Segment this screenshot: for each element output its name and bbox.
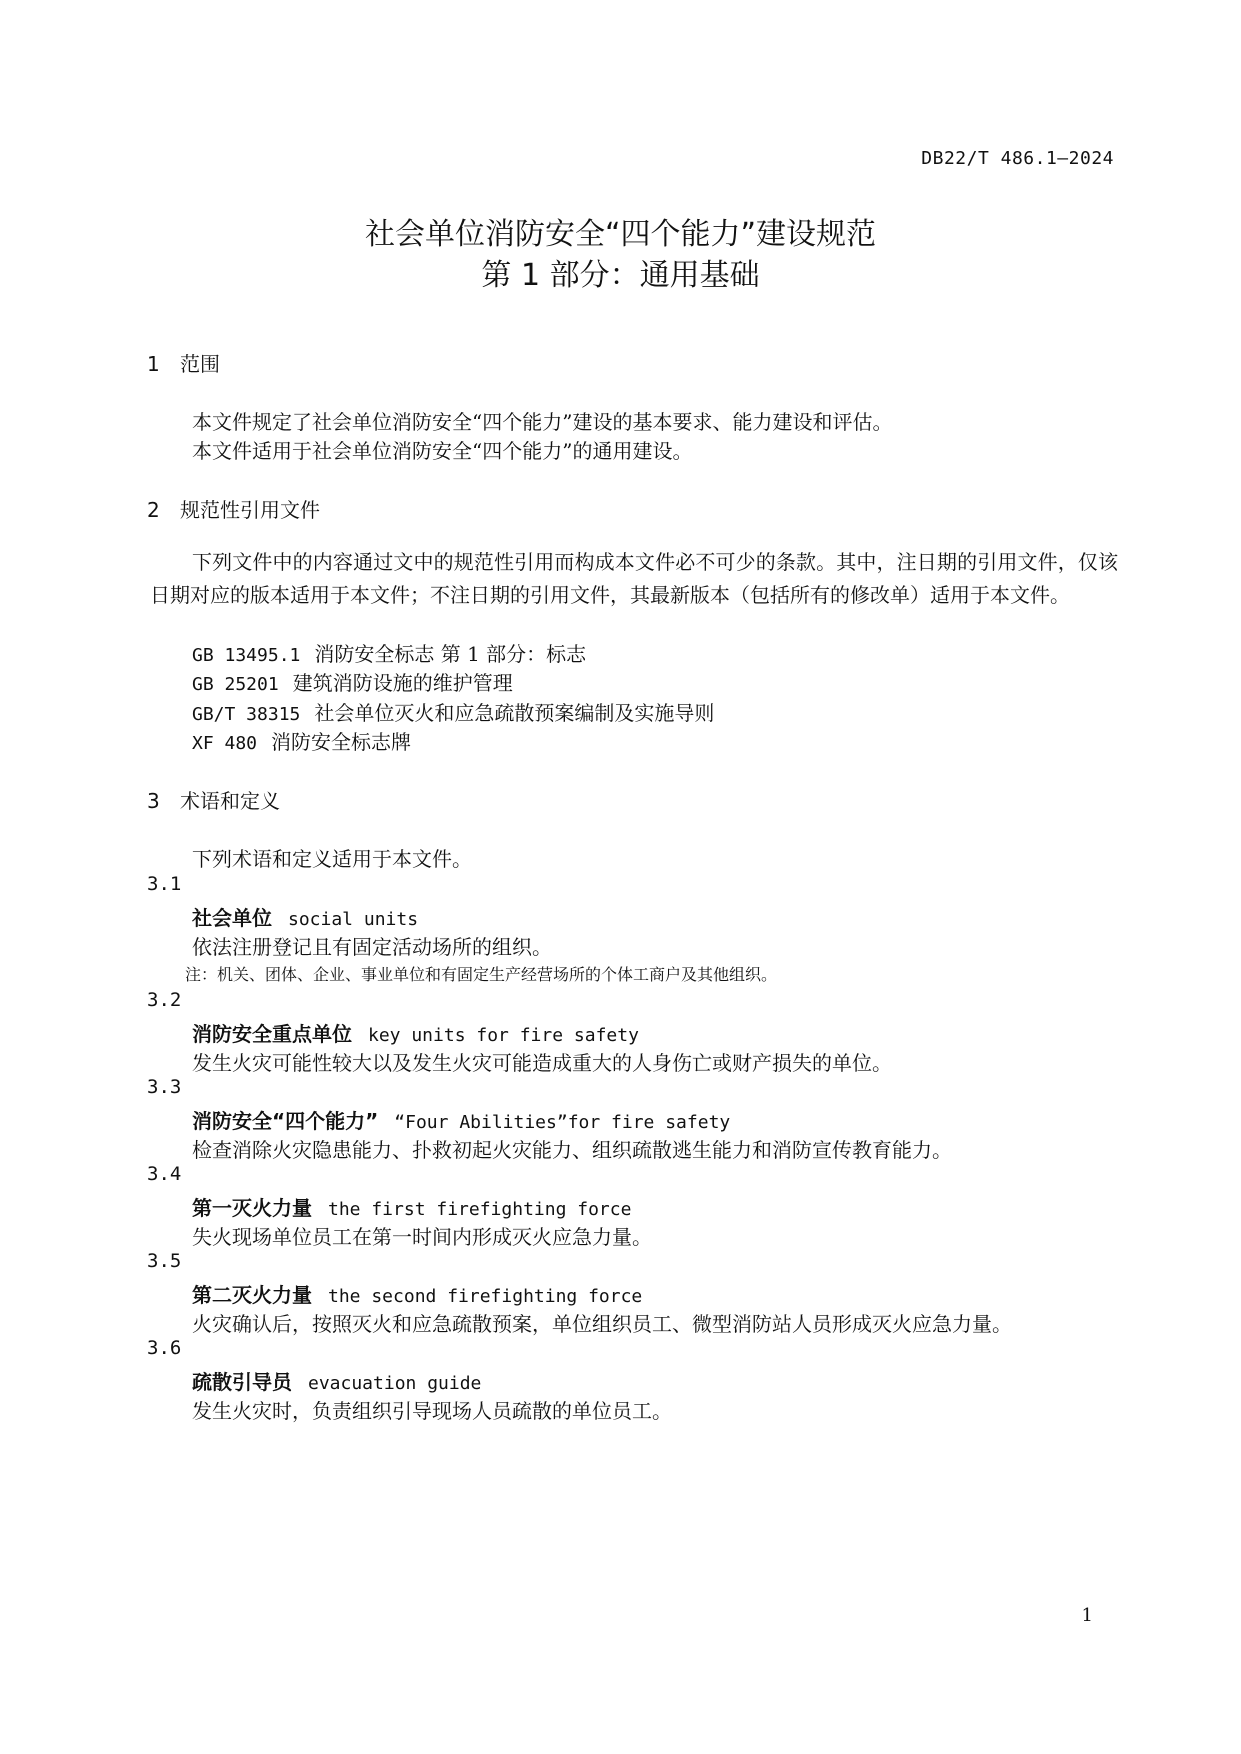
term-number: 3.5 [147,1250,182,1272]
section-title: 术语和定义 [180,789,280,813]
section-title: 范围 [180,352,220,376]
term-entry [192,1279,642,1308]
section-heading-scope [147,348,220,377]
section-number: 2 [147,498,160,522]
references-intro: 下列文件中的内容通过文中的规范性引用而构成本文件必不可少的条款。其中，注日期的引用文件，仅该日期对应的版本适用于本文件；不注日期的引用文件，其最新版本（包括所有的修改单）适用于本文件。 [150,550,1118,607]
reference-code: GB 13495.1 [192,645,301,666]
reference-item [192,726,411,755]
term-number: 3.6 [147,1337,182,1359]
document-title: 社会单位消防安全“四个能力”建设规范 [364,217,877,252]
reference-code: GB/T 38315 [192,704,301,725]
term-definition: 依法注册登记且有固定活动场所的组织。 [192,935,552,959]
paragraph: 本文件规定了社会单位消防安全“四个能力”建设的基本要求、能力建设和评估。 [192,410,893,434]
term-english: the second firefighting force [328,1286,643,1307]
reference-item [192,697,714,726]
term-entry [192,1018,639,1047]
term-english: evacuation guide [308,1373,482,1394]
reference-title: 建筑消防设施的维护管理 [292,671,513,695]
section-title: 规范性引用文件 [180,498,320,522]
term-english: social units [288,909,419,930]
term-definition: 发生火灾时，负责组织引导现场人员疏散的单位员工。 [192,1399,672,1423]
reference-title: 社会单位灭火和应急疏散预案编制及实施导则 [314,701,715,725]
term-chinese: 第一灭火力量 [192,1196,312,1220]
document-code: DB22/T 486.1—2024 [921,148,1114,169]
term-number: 3.2 [147,989,182,1011]
reference-item [192,638,586,667]
reference-title: 消防安全标志牌 [271,730,412,754]
section-heading-normative-references [147,494,320,523]
term-entry [192,1366,481,1395]
term-definition: 发生火灾可能性较大以及发生火灾可能造成重大的人身伤亡或财产损失的单位。 [192,1051,892,1075]
term-chinese: 第二灭火力量 [192,1283,312,1307]
section-number: 3 [147,789,160,813]
term-english: key units for fire safety [368,1025,639,1046]
term-number: 3.3 [147,1076,182,1098]
term-chinese: 社会单位 [192,906,272,930]
section-heading-terms [147,785,280,814]
document-subtitle: 第 1 部分：通用基础 [481,258,760,293]
term-note: 注：机关、团体、企业、事业单位和有固定生产经营场所的个体工商户及其他组织。 [185,965,778,984]
term-definition: 火灾确认后，按照灭火和应急疏散预案，单位组织员工、微型消防站人员形成灭火应急力量。 [192,1312,1012,1336]
term-english: the first firefighting force [328,1199,632,1220]
term-chinese: 消防安全重点单位 [192,1022,352,1046]
term-english: “Four Abilities”for fire safety [394,1112,731,1133]
paragraph: 下列术语和定义适用于本文件。 [192,847,472,871]
term-entry [192,902,418,931]
reference-title: 消防安全标志 第 1 部分：标志 [314,642,587,666]
reference-code: GB 25201 [192,674,279,695]
term-entry [192,1192,631,1221]
term-chinese: 消防安全“四个能力” [192,1109,379,1133]
paragraph: 本文件适用于社会单位消防安全“四个能力”的通用建设。 [192,439,693,463]
term-chinese: 疏散引导员 [192,1370,292,1394]
reference-item [192,667,513,696]
term-number: 3.1 [147,873,182,895]
term-definition: 检查消除火灾隐患能力、扑救初起火灾能力、组织疏散逃生能力和消防宣传教育能力。 [192,1138,952,1162]
term-definition: 失火现场单位员工在第一时间内形成灭火应急力量。 [192,1225,652,1249]
section-number: 1 [147,352,160,376]
term-number: 3.4 [147,1163,182,1185]
term-entry [192,1105,730,1134]
page-number: 1 [1081,1605,1093,1626]
reference-code: XF 480 [192,733,258,754]
